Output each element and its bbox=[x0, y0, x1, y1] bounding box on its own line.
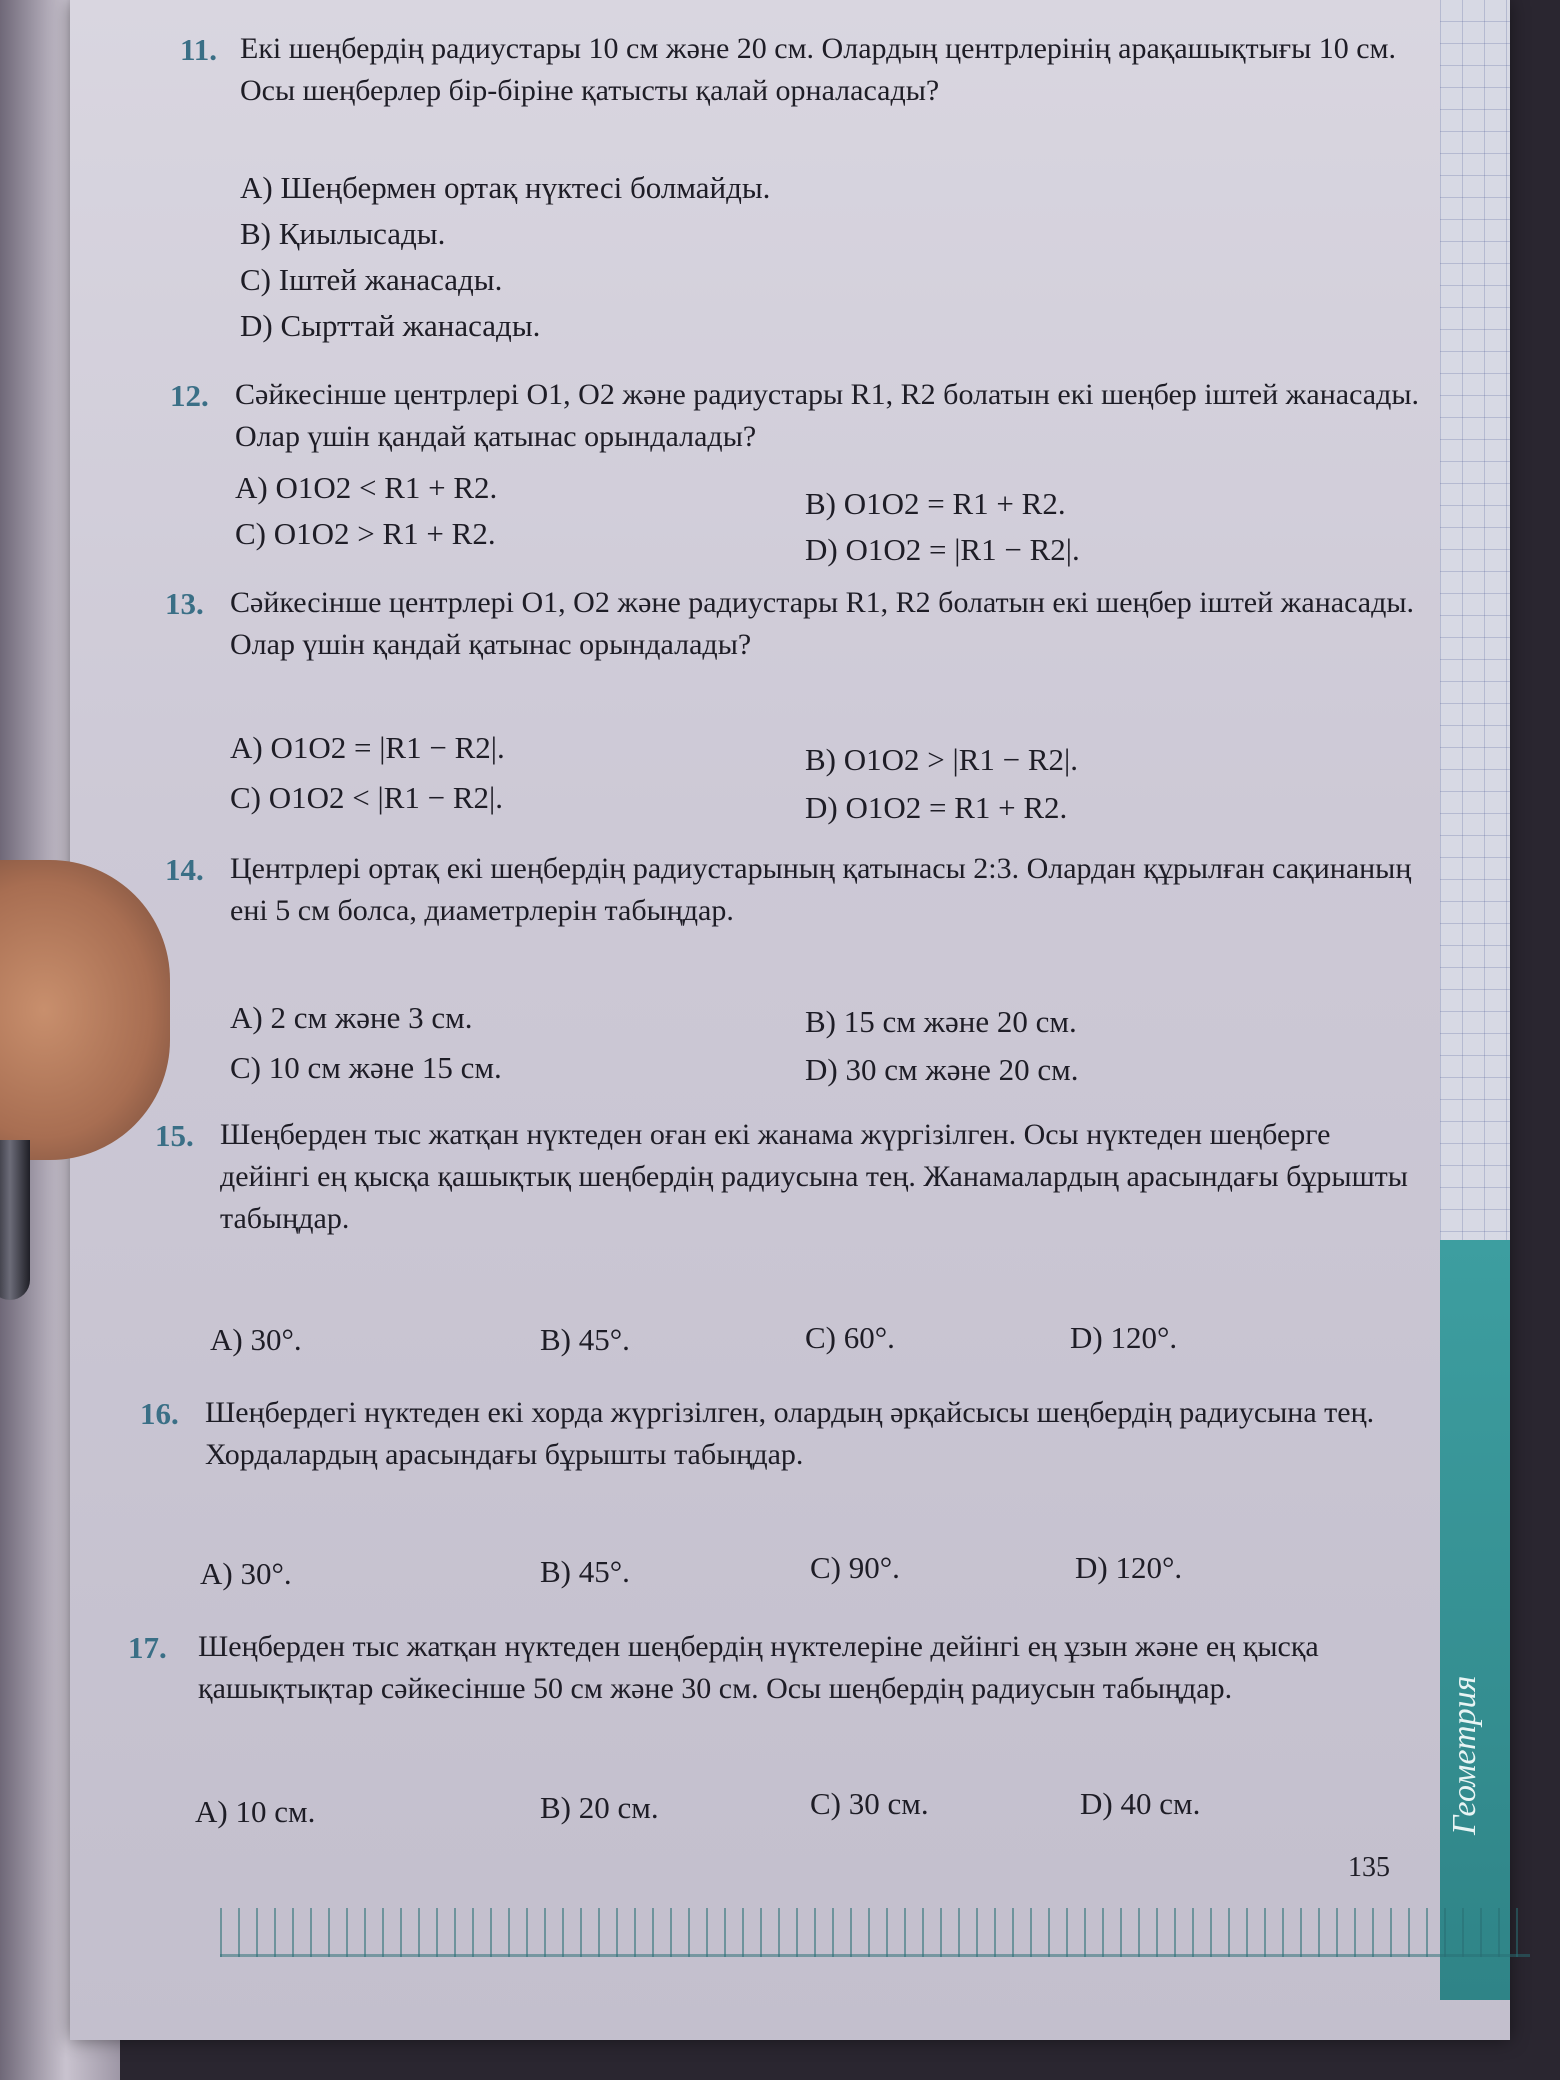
question-15-option-d: D) 120°. bbox=[1070, 1320, 1178, 1355]
question-15-option-a: A) 30°. bbox=[210, 1322, 302, 1357]
question-12-option-d: D) O1O2 = |R1 − R2|. bbox=[805, 532, 1080, 567]
question-13-option-d: D) O1O2 = R1 + R2. bbox=[805, 790, 1068, 825]
question-11-option-c: C) Іштей жанасады. bbox=[240, 262, 503, 297]
question-11-option-b: B) Қиылысады. bbox=[240, 216, 446, 251]
question-12-option-b: B) O1O2 = R1 + R2. bbox=[805, 486, 1066, 521]
question-12-stem: Сәйкесінше центрлері O1, O2 және радиустары R1, R2 болатын екі шеңбер іштей жанасады. Олар үшін қандай қатынас орындалады? bbox=[235, 378, 1420, 453]
question-16-option-d: D) 120°. bbox=[1075, 1550, 1183, 1585]
question-13-option-a: A) O1O2 = |R1 − R2|. bbox=[230, 730, 505, 765]
textbook-page bbox=[70, 0, 1510, 2040]
question-16-option-a: A) 30°. bbox=[200, 1556, 292, 1591]
page-number: 135 bbox=[1348, 1852, 1390, 1883]
question-12-number: 12. bbox=[170, 378, 209, 413]
side-tab-label: Геометрия bbox=[1446, 1675, 1483, 1835]
question-13-option-c: C) O1O2 < |R1 − R2|. bbox=[230, 780, 504, 815]
question-11-option-a: A) Шеңбермен ортақ нүктесі болмайды. bbox=[240, 170, 771, 205]
question-12-option-c: C) O1O2 > R1 + R2. bbox=[235, 516, 496, 551]
question-17-number: 17. bbox=[128, 1630, 167, 1665]
question-14-option-d: D) 30 см және 20 см. bbox=[805, 1052, 1079, 1087]
question-13-number: 13. bbox=[165, 586, 204, 621]
question-16-stem: Шеңбердегі нүктеден екі хорда жүргізілген, олардың әрқайсысы шеңбердің радиусына тең. Хордалардың арасындағы бұрышты табыңдар. bbox=[205, 1396, 1375, 1471]
question-16-option-b: B) 45°. bbox=[540, 1554, 630, 1589]
question-13-option-b: B) O1O2 > |R1 − R2|. bbox=[805, 742, 1079, 777]
question-15-option-c: C) 60°. bbox=[805, 1320, 895, 1355]
pen-overlay bbox=[0, 1140, 30, 1300]
question-12-option-a: A) O1O2 < R1 + R2. bbox=[235, 470, 498, 505]
question-14-option-c: C) 10 см және 15 см. bbox=[230, 1050, 502, 1085]
question-13-stem: Сәйкесінше центрлері O1, O2 және радиустары R1, R2 болатын екі шеңбер іштей жанасады. Олар үшін қандай қатынас орындалады? bbox=[230, 586, 1415, 661]
question-17-option-a: A) 10 см. bbox=[195, 1794, 316, 1829]
question-15-stem: Шеңберден тыс жатқан нүктеден оған екі жанама жүргізілген. Осы нүктеден шеңберге дейінгі ең қысқа қашықтық шеңбердің радиусына тең. Жанамалардың арасындағы бұрышты табыңдар. bbox=[220, 1118, 1408, 1235]
question-17-stem: Шеңберден тыс жатқан нүктеден шеңбердің нүктелеріне дейінгі ең ұзын және ең қысқа қашықтықтар сәйкесінше 50 см және 30 см. Осы шеңбердің радиусын табыңдар. bbox=[198, 1630, 1319, 1705]
question-16-option-c: C) 90°. bbox=[810, 1550, 900, 1585]
grid-margin bbox=[1440, 0, 1510, 1240]
question-11-stem: Екі шеңбердің радиустары 10 см және 20 см. Олардың центрлерінің арақашықтығы 10 см. Осы шеңберлер бір-біріне қатысты қалай орналасады? bbox=[240, 32, 1397, 107]
question-17-option-d: D) 40 см. bbox=[1080, 1786, 1201, 1821]
question-11-number: 11. bbox=[180, 32, 218, 67]
question-14-stem: Центрлері ортақ екі шеңбердің радиустарының қатынасы 2:3. Олардан құрылған сақинаның ені 5 см болса, диаметрлерін табыңдар. bbox=[230, 852, 1412, 927]
question-17-option-c: C) 30 см. bbox=[810, 1786, 929, 1821]
question-11-option-d: D) Сырттай жанасады. bbox=[240, 308, 541, 343]
question-15-option-b: B) 45°. bbox=[540, 1322, 630, 1357]
question-16-number: 16. bbox=[140, 1396, 179, 1431]
question-14-option-b: B) 15 см және 20 см. bbox=[805, 1004, 1077, 1039]
question-15-number: 15. bbox=[155, 1118, 194, 1153]
question-14-number: 14. bbox=[165, 852, 204, 887]
side-tab bbox=[1440, 1240, 1510, 2000]
question-14-option-a: A) 2 см және 3 см. bbox=[230, 1000, 473, 1035]
question-17-option-b: B) 20 см. bbox=[540, 1790, 659, 1825]
ruler-decoration bbox=[220, 1908, 1530, 1957]
